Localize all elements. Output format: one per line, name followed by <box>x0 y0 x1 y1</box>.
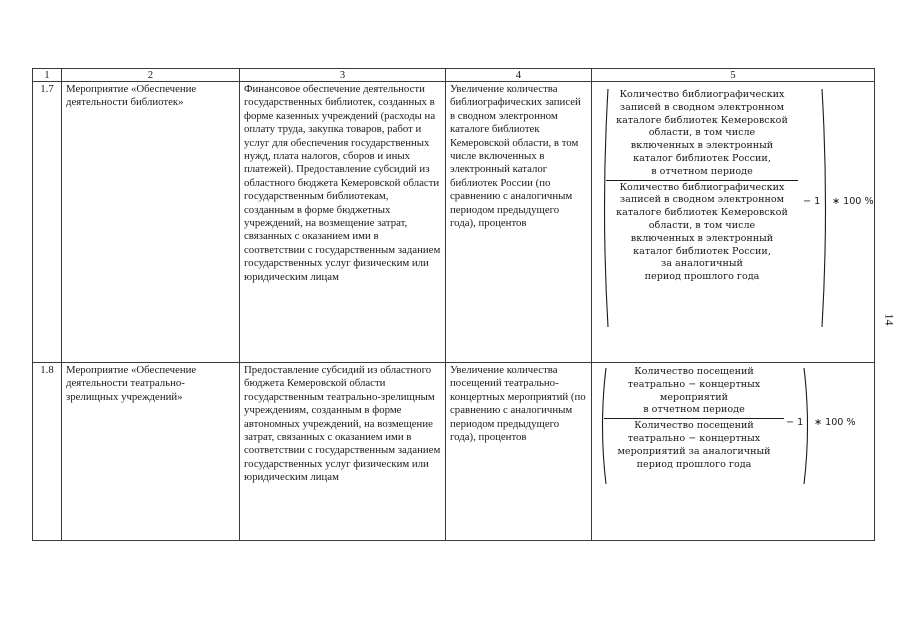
event-name: Мероприятие «Обеспечение деятельности библиотек» <box>62 82 240 363</box>
fraction-bar <box>604 418 784 419</box>
program-table <box>32 68 875 541</box>
fraction-bar <box>606 180 798 181</box>
row-number: 1.8 <box>33 363 62 541</box>
denominator-line: включенных в электронный <box>630 232 774 244</box>
row-number: 1.7 <box>33 82 62 363</box>
formula-fraction <box>604 366 784 471</box>
formula-fraction <box>606 89 798 284</box>
table-row <box>33 363 875 541</box>
numerator-line: в отчетном периоде <box>651 165 753 177</box>
numerator-line: области, в том числе <box>648 127 756 139</box>
denominator-line: период прошлого года <box>636 458 752 470</box>
header-col-3: 3 <box>240 69 446 82</box>
indicator-description: Увеличение количества библиографических записей в сводном электронном каталоге библиотек Кемеровской области, в том числе включенных в электронный каталог библиотек России (по сравнению с аналогичным периодом предыдущего года), процентов <box>446 82 592 363</box>
indicator-description: Увеличение количества посещений театрально-концертных мероприятий (по сравнению с аналогичным периодом предыдущего года), процентов <box>446 363 592 541</box>
numerator-line: каталоге библиотек Кемеровской <box>616 114 788 126</box>
denominator-line: мероприятий за аналогичный <box>617 445 771 457</box>
minus-one: − 1 <box>786 417 804 428</box>
numerator-line: мероприятий <box>659 391 729 403</box>
numerator-line: Количество библиографических <box>619 89 785 100</box>
header-row <box>33 69 875 82</box>
denominator-line: каталоге библиотек Кемеровской <box>616 207 788 219</box>
minus-one: − 1 <box>803 196 821 207</box>
formula <box>592 82 875 363</box>
numerator-line: записей в сводном электронном <box>619 101 785 113</box>
denominator-line: записей в сводном электронном <box>619 194 785 206</box>
right-paren-icon <box>802 367 812 485</box>
numerator-line: Количество посещений <box>634 366 754 377</box>
finance-description: Предоставление субсидий из областного бюджета Кемеровской области государственным театрально-зрелищным учреждениям, созданным в форме автономных учреждений, на возмещение затрат, связанных с оказанием ими в соответствии с государственным заданием государственных услуг физическим или юридическим лицам <box>240 363 446 541</box>
denominator-line: каталог библиотек России, <box>633 245 771 257</box>
times-hundred-percent: ∗ 100 % <box>832 196 874 207</box>
denominator-line: Количество посещений <box>634 420 754 432</box>
formula-cell <box>592 82 875 363</box>
numerator-line: в отчетном периоде <box>643 404 745 416</box>
denominator-line: области, в том числе <box>648 219 756 231</box>
finance-description: Финансовое обеспечение деятельности государственных библиотек, созданных в форме казенных учреждений (расходы на оплату труда, закупка товаров, работ и услуг для обеспечения государственных нужд, плата налогов, сборов и иных платежей). Предоставление субсидий из областного бюджета Кемеровской области государственным библиотекам, созданным в форме бюджетных учреждений, на возмещение затрат, связанных с оказанием ими в соответствии с государственным заданием государственных услуг физическим или юридическим лицам <box>240 82 446 363</box>
formula-cell <box>592 363 875 541</box>
header-col-5: 5 <box>592 69 875 82</box>
times-hundred-percent: ∗ 100 % <box>814 417 856 428</box>
numerator-line: включенных в электронный <box>630 140 774 152</box>
header-col-4: 4 <box>446 69 592 82</box>
formula <box>592 363 875 541</box>
header-col-2: 2 <box>62 69 240 82</box>
numerator-line: каталог библиотек России, <box>633 152 771 164</box>
page-number: 14 <box>882 313 897 326</box>
table-row <box>33 82 875 363</box>
numerator-line: театрально − концертных <box>627 378 761 390</box>
denominator-line: Количество библиографических <box>619 181 785 193</box>
denominator-line: театрально − концертных <box>627 432 761 444</box>
right-paren-icon <box>820 88 830 328</box>
header-col-1: 1 <box>33 69 62 82</box>
event-name: Мероприятие «Обеспечение деятельности театрально-зрелищных учреждений» <box>62 363 240 541</box>
denominator-line: период прошлого года <box>644 271 760 283</box>
denominator-line: за аналогичный <box>661 258 743 270</box>
